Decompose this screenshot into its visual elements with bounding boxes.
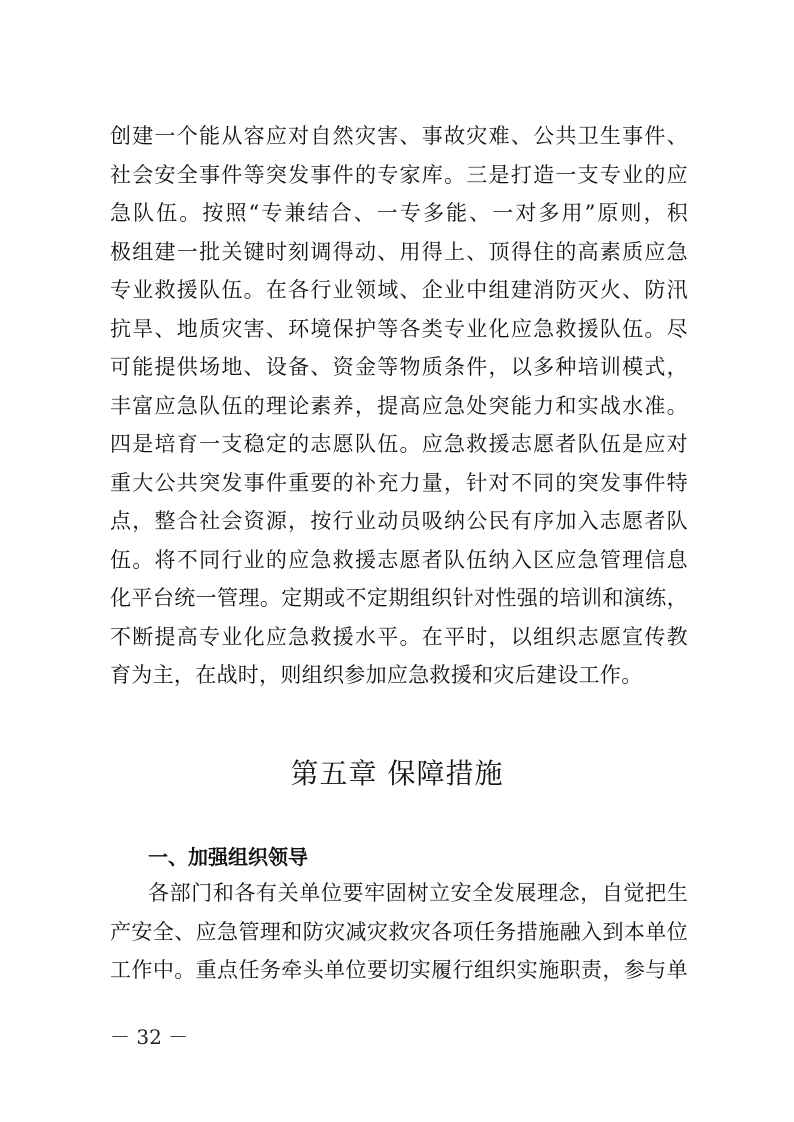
body-line: 可能提供场地、设备、资金等物质条件，以多种培训模式， xyxy=(110,355,688,379)
body-paragraph xyxy=(110,117,688,695)
chapter-title: 第五章 保障措施 xyxy=(290,757,504,790)
body-line: 社会安全事件等突发事件的专家库。三是打造一支专业的应 xyxy=(110,162,688,187)
body-line: 极组建一批关键时刻调得动、用得上、顶得住的高素质应急 xyxy=(110,239,688,264)
body-line: 点，整合社会资源，按行业动员吸纳公民有序加入志愿者队 xyxy=(110,509,688,533)
body-line: 产安全、应急管理和防灾减灾救灾各项任务措施融入到本单位 xyxy=(110,919,688,944)
body-line: 急队伍。按照“专兼结合、一专多能、一对多用”原则，积 xyxy=(110,201,688,225)
body-line: 工作中。重点任务牵头单位要切实履行组织实施职责，参与单 xyxy=(110,958,688,982)
body-line: 化平台统一管理。定期或不定期组织针对性强的培训和演练， xyxy=(110,586,688,610)
body-line: 各部门和各有关单位要牢固树立安全发展理念，自觉把生 xyxy=(148,881,688,905)
body-line: 丰富应急队伍的理论素养，提高应急处突能力和实战水准。 xyxy=(110,393,688,418)
section-heading: 一、加强组织领导 xyxy=(148,845,308,869)
page-number: － 32 － xyxy=(110,1025,189,1049)
body-line: 重大公共突发事件重要的补充力量，针对不同的突发事件特 xyxy=(110,470,688,495)
body-line: 专业救援队伍。在各行业领域、企业中组建消防灭火、防汛 xyxy=(110,278,688,302)
body-line: 不断提高专业化应急救援水平。在平时，以组织志愿宣传教 xyxy=(110,624,688,649)
body-line: 抗旱、地质灾害、环境保护等各类专业化应急救援队伍。尽 xyxy=(110,316,688,341)
section-paragraph xyxy=(110,874,688,990)
body-line: 创建一个能从容应对自然灾害、事故灾难、公共卫生事件、 xyxy=(110,124,688,148)
body-line: 四是培育一支稳定的志愿队伍。应急救援志愿者队伍是应对 xyxy=(110,432,688,456)
body-line: 伍。将不同行业的应急救援志愿者队伍纳入区应急管理信息 xyxy=(110,547,688,572)
body-line: 育为主，在战时，则组织参加应急救援和灾后建设工作。 xyxy=(110,663,643,687)
